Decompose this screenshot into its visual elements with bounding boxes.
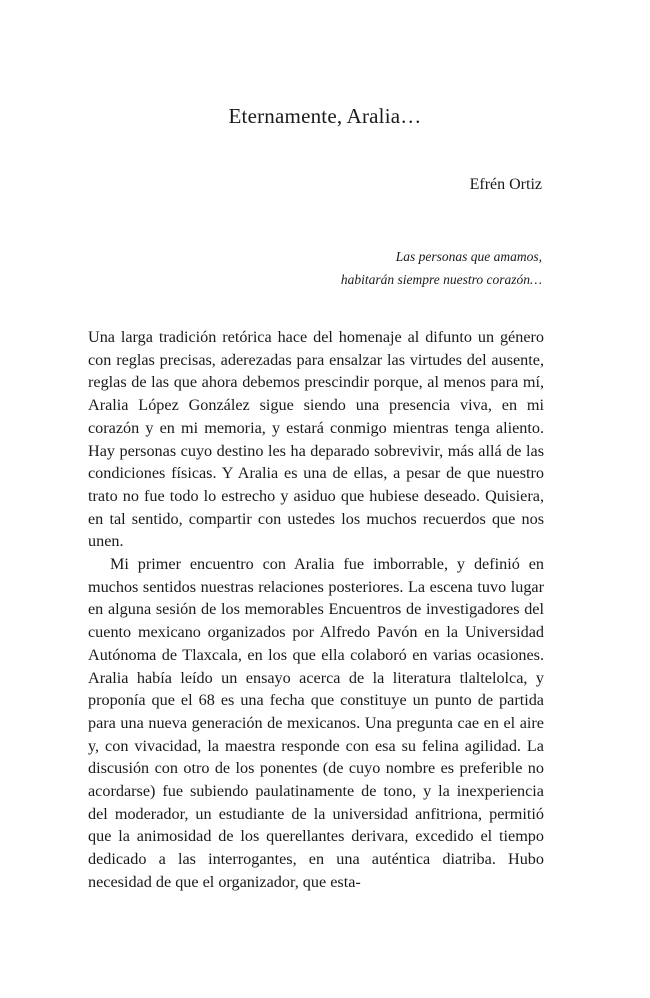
epigraph [341, 245, 542, 291]
paragraph-1: Una larga tradición retórica hace del homenaje al difunto un género con reglas precisas, aderezadas para ensalzar las virtudes del ausente, reglas de las que ahora debemos prescindir porque, al menos para mí, Aralia López González sigue siendo una presencia viva, en mi corazón y en mi memoria, y estará conmigo mientras tenga aliento. Hay personas cuyo destino les ha deparado sobrevivir, más allá de las condiciones físicas. Y Aralia es una de ellas, a pesar de que nuestro trato no fue todo lo estrecho y asiduo que hubiese deseado. Quisiera, en tal sentido, compartir con ustedes los muchos recuerdos que nos unen. [88, 328, 544, 551]
paragraph-2: Mi primer encuentro con Aralia fue imborrable, y definió en muchos sentidos nuestras relaciones posteriores. La escena tuvo lugar en alguna sesión de los memorables Encuentros de investigadores del cuento mexicano organizados por Alfredo Pavón en la Universidad Autónoma de Tlaxcala, en los que ella colaboró en varias ocasiones. Aralia había leído un ensayo acerca de la literatura tlaltelolca, y proponía que el 68 es una fecha que constituye un punto de partida para una nueva generación de mexicanos. Una pregunta cae en el aire y, con vivacidad, la maestra responde con esa su felina agilidad. La discusión con otro de los ponentes (de cuyo nombre es preferible no acordarse) fue subiendo paulatinamente de tono, y la inexperiencia del moderador, un estudiante de la universidad anfitriona, permitió que la animosidad de los querellantes derivara, excedido el tiempo dedicado a las interrogantes, en una auténtica diatriba. Hubo necesidad de que el organizador, que esta- [88, 555, 544, 891]
epigraph-line-1: Las personas que amamos, [395, 249, 542, 264]
author-name: Efrén Ortiz [469, 176, 542, 193]
body-text [88, 326, 544, 894]
epigraph-line-2: habitarán siempre nuestro corazón… [340, 272, 542, 287]
page-title: Eternamente, Aralia… [228, 104, 422, 128]
